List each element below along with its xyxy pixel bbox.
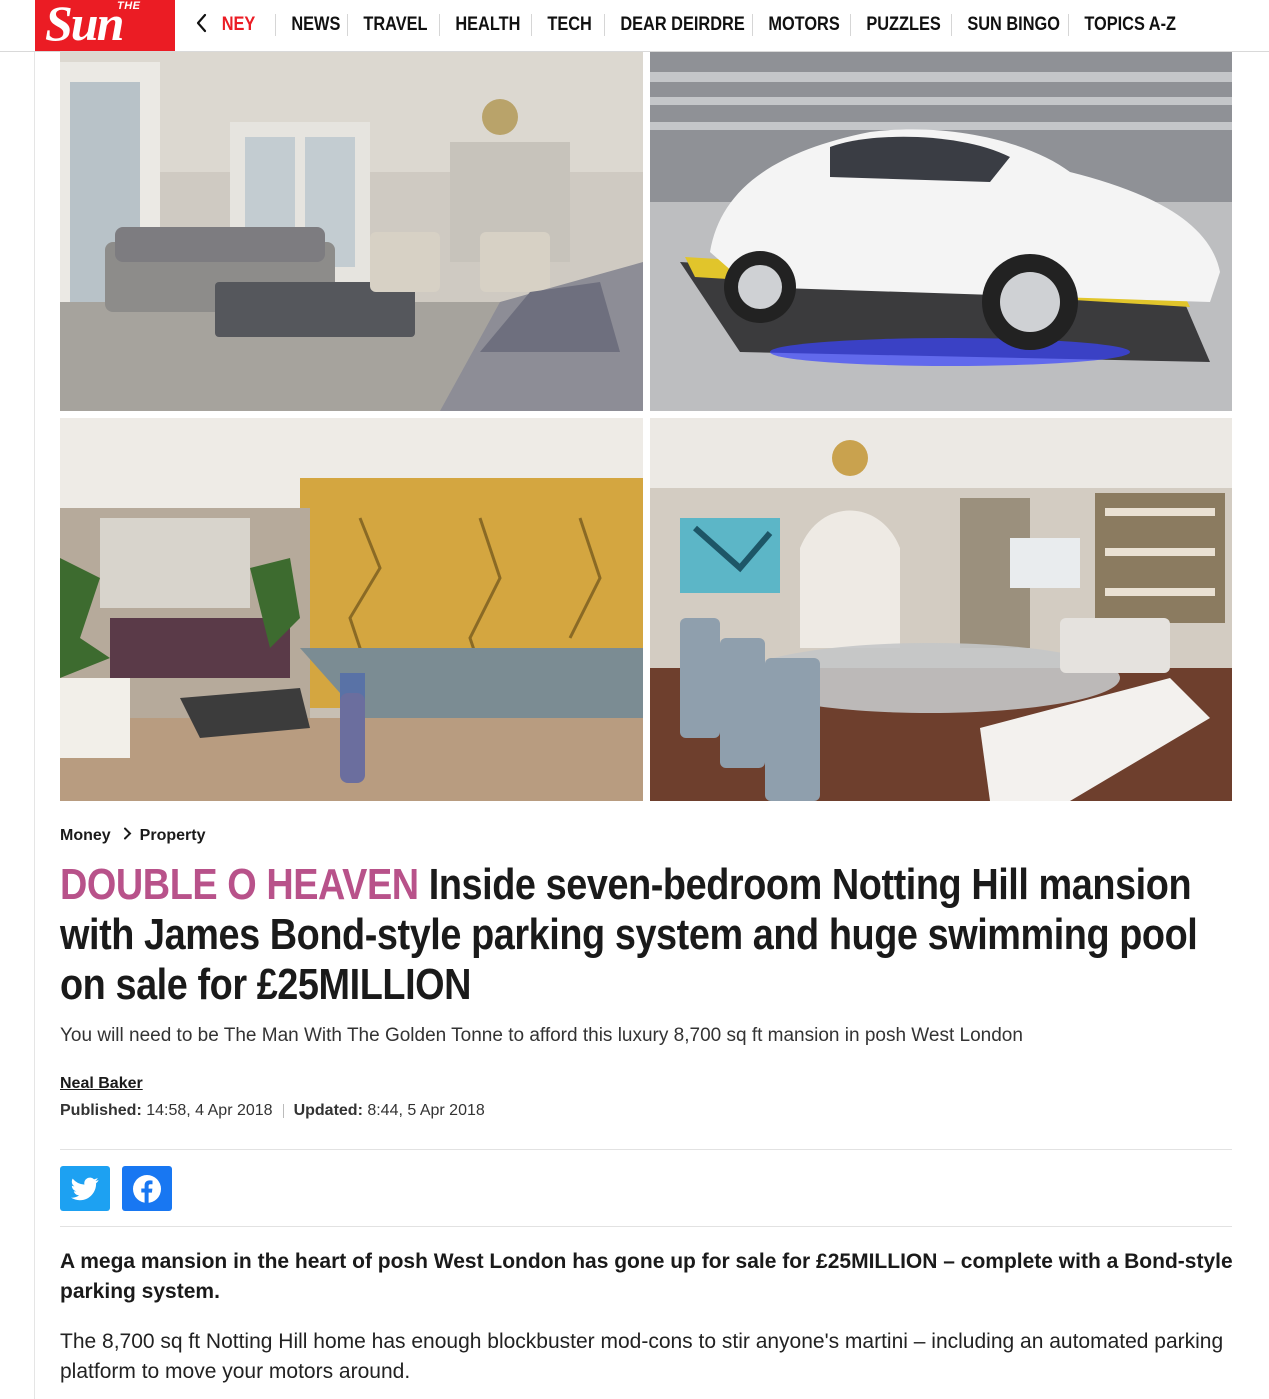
logo-sun-text: Sun [45, 0, 123, 51]
logo-the-text: THE [117, 0, 141, 12]
photo-swimming-pool[interactable] [60, 418, 643, 801]
nav-item-topics-a-z[interactable]: TOPICS A-Z [1068, 14, 1192, 36]
twitter-icon [71, 1177, 99, 1201]
swimming-pool-image [60, 418, 643, 801]
article-standfirst: You will need to be The Man With The Golden Tonne to afford this luxury 8,700 sq ft mansion in posh West London [60, 1025, 1023, 1046]
author-link[interactable]: Neal Baker [60, 1075, 143, 1092]
breadcrumb-property[interactable]: Property [139, 827, 206, 844]
headline-text: Inside seven-bedroom Notting Hill mansion with James Bond-style parking system and huge swimming pool on sale for £25MILLION [60, 860, 1198, 1009]
photo-living-room[interactable] [60, 52, 643, 411]
nav-scroll-area [218, 0, 1269, 50]
nav-item-news[interactable]: NEWS [275, 14, 356, 36]
the-sun-logo[interactable] [35, 0, 175, 51]
article-headline [60, 860, 1235, 1010]
nav-item-tech[interactable]: TECH [531, 14, 607, 36]
article-dates [60, 1102, 485, 1120]
facebook-share-button[interactable] [122, 1166, 172, 1211]
living-room-image [60, 52, 643, 411]
article-lead-paragraph: A mega mansion in the heart of posh West London has gone up for sale for £25MILLION – complete with a Bond-style parking system. [60, 1250, 1233, 1303]
updated-label: Updated: [293, 1102, 363, 1119]
headline-kicker: DOUBLE O HEAVEN [60, 860, 419, 909]
chevron-left-icon [194, 12, 208, 34]
chevron-right-icon [123, 827, 132, 845]
divider-top [60, 1149, 1232, 1150]
published-date: 14:58, 4 Apr 2018 [141, 1102, 273, 1119]
nav-item-travel[interactable]: TRAVEL [347, 14, 443, 36]
nav-item-motors[interactable]: MOTORS [752, 14, 855, 36]
nav-item-money[interactable]: NEY [221, 14, 256, 35]
breadcrumb-money[interactable]: Money [60, 827, 111, 844]
nav-item-dear-deidre[interactable]: DEAR DEIRDRE [604, 14, 760, 36]
facebook-icon [132, 1174, 162, 1204]
nav-item-health[interactable]: HEALTH [439, 14, 536, 36]
published-label: Published: [60, 1102, 142, 1119]
photo-parking-platform[interactable] [650, 52, 1232, 411]
divider-bottom [60, 1226, 1232, 1227]
date-divider [283, 1104, 284, 1118]
twitter-share-button[interactable] [60, 1166, 110, 1211]
content-left-border [34, 52, 35, 1399]
parking-platform-image [650, 52, 1232, 411]
nav-item-sun-bingo[interactable]: SUN BINGO [951, 14, 1075, 36]
dining-room-image [650, 418, 1232, 801]
breadcrumb [60, 827, 205, 845]
top-navigation-bar [0, 0, 1269, 52]
article-body-paragraph: The 8,700 sq ft Notting Hill home has enough blockbuster mod-cons to stir anyone's martini – including an automated parking platform to move your motors around. [60, 1330, 1224, 1383]
photo-dining-room[interactable] [650, 418, 1232, 801]
nav-item-puzzles[interactable]: PUZZLES [850, 14, 956, 36]
updated-date: 8:44, 5 Apr 2018 [362, 1102, 485, 1119]
nav-scroll-left-button[interactable] [188, 8, 214, 38]
section-nav [220, 0, 1212, 50]
